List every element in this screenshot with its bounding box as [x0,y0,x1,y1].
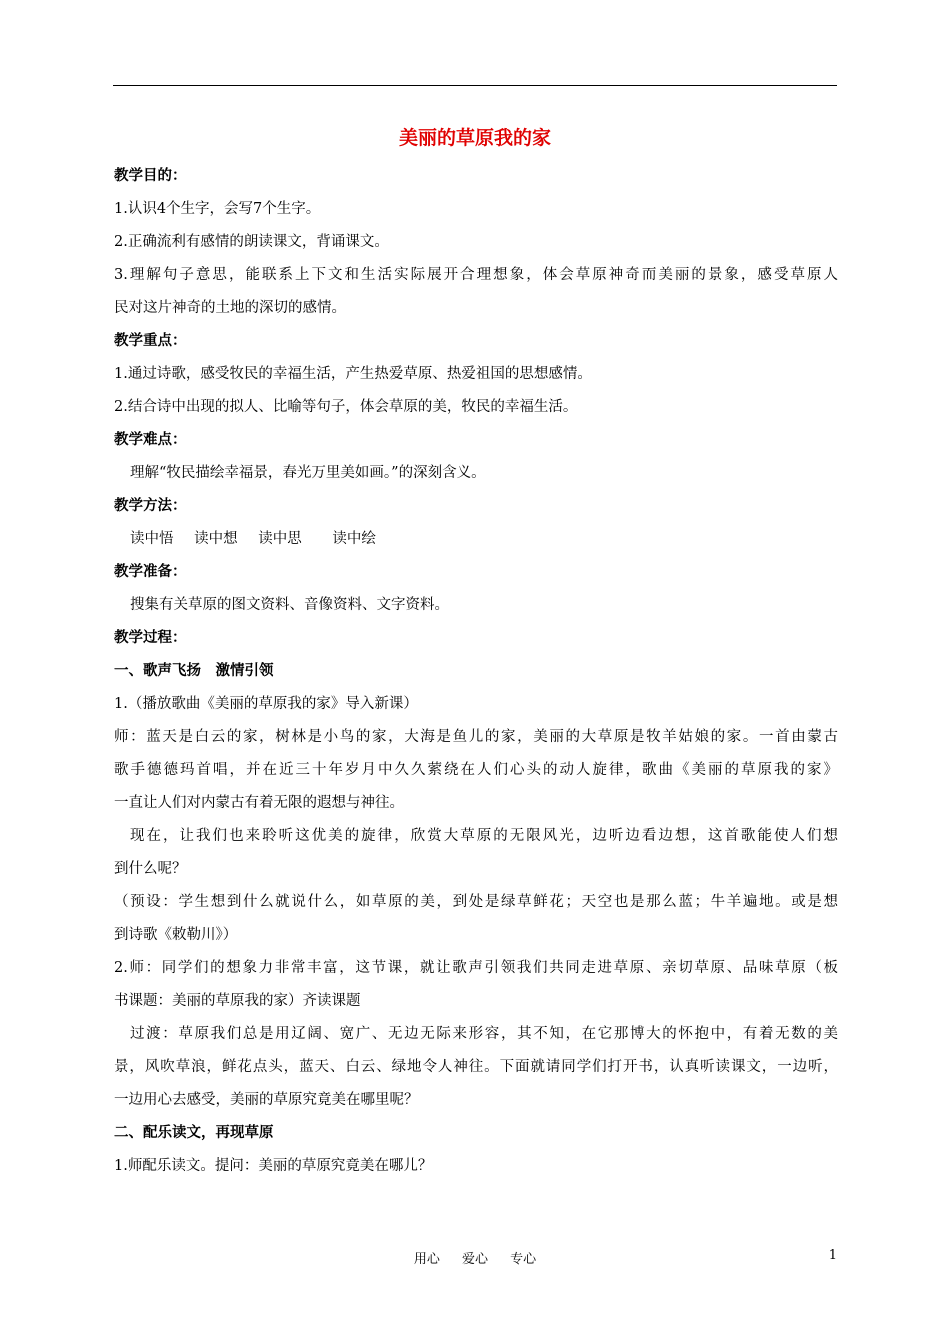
paragraph-line: 1.（播放歌曲《美丽的草原我的家》导入新课） [114,696,418,712]
paragraph-line: 过渡：草原我们总是用辽阔、宽广、无边无际来形容，其不知，在它那博大的怀抱中，有着无数的美 [130,1026,838,1042]
methods-heading: 教学方法： [114,498,187,514]
page-number: 1 [828,1248,837,1263]
footer-motto-item: 用心 [413,1252,440,1267]
key-points-heading: 教学重点： [114,333,187,349]
paragraph-line: 一直让人们对内蒙古有着无限的遐想与神往。 [114,795,404,811]
objective-item: 2.正确流利有感情的朗读课文，背诵课文。 [114,234,389,250]
method-item: 读中悟 [130,531,174,547]
paragraph-line: 师：蓝天是白云的家，树林是小鸟的家，大海是鱼儿的家，美丽的大草原是牧羊姑娘的家。一首由蒙古 [114,729,838,745]
footer-motto-item: 专心 [510,1252,537,1267]
header-rule [113,85,837,86]
paragraph-line: 到什么呢？ [114,861,187,877]
paragraph-line: 歌手德德玛首唱，并在近三十年岁月中久久萦绕在人们心头的动人旋律，歌曲《美丽的草原我的家》 [114,762,838,778]
method-item: 读中绘 [332,531,376,547]
process-heading: 教学过程： [114,630,187,646]
footer-motto [0,1248,950,1267]
preparation-text: 搜集有关草原的图文资料、音像资料、文字资料。 [130,597,449,613]
paragraph-line: 现在，让我们也来聆听这优美的旋律，欣赏大草原的无限风光，边听边看边想，这首歌能使人们想 [130,828,838,844]
paragraph-line: 一边用心去感受，美丽的草原究竟美在哪里呢？ [114,1092,419,1108]
document-body [114,160,838,1183]
paragraph-line: 书课题：美丽的草原我的家）齐读课题 [114,993,361,1009]
difficulty-heading: 教学难点： [114,432,187,448]
method-item: 读中思 [258,531,302,547]
methods-list [114,523,838,556]
method-item: 读中想 [194,531,238,547]
objectives-heading: 教学目的： [114,168,187,184]
difficulty-text: 理解“牧民描绘幸福景，春光万里美如画。”的深刻含义。 [130,465,486,481]
objective-item: 1.认识4个生字，会写7个生字。 [114,201,321,217]
paragraph-line: （预设：学生想到什么就说什么，如草原的美，到处是绿草鲜花；天空也是那么蓝；牛羊遍地。或是想 [114,894,838,910]
document-title: 美丽的草原我的家 [398,127,551,149]
footer-motto-item: 爱心 [461,1252,488,1267]
paragraph-line: 景，风吹草浪，鲜花点头，蓝天、白云、绿地令人神往。下面就请同学们打开书，认真听读课文，一边听， [114,1059,838,1075]
objective-item: 3.理解句子意思，能联系上下文和生活实际展开合理想象，体会草原神奇而美丽的景象，感受草原人 [114,267,838,283]
paragraph-line: 到诗歌《敕勒川》） [114,927,238,943]
page-footer [0,1248,950,1268]
paragraph-line: 2.师：同学们的想象力非常丰富，这节课，就让歌声引领我们共同走进草原、亲切草原、品味草原（板 [114,960,838,976]
preparation-heading: 教学准备： [114,564,187,580]
key-point-item: 2.结合诗中出现的拟人、比喻等句子，体会草原的美，牧民的幸福生活。 [114,399,578,415]
section-heading: 二、配乐读文，再现草原 [114,1125,274,1141]
objective-item-continued: 民对这片神奇的土地的深切的感情。 [114,300,346,316]
paragraph-line: 1.师配乐读文。提问：美丽的草原究竟美在哪儿？ [114,1158,433,1174]
key-point-item: 1.通过诗歌，感受牧民的幸福生活，产生热爱草原、热爱祖国的思想感情。 [114,366,592,382]
section-heading: 一、歌声飞扬 激情引领 [114,663,274,679]
